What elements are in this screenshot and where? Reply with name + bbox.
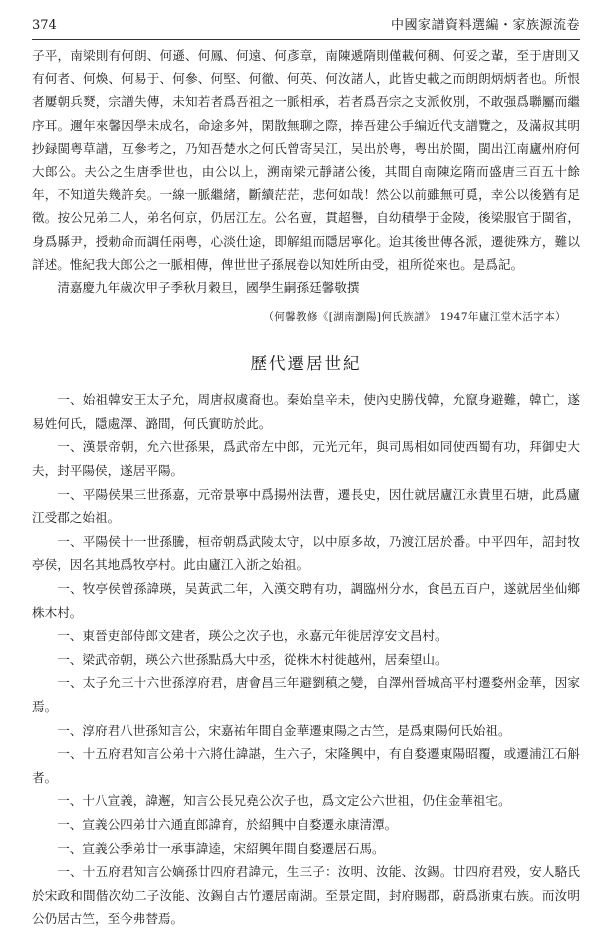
entry-paragraph: 一、十五府君知言公嫡孫廿四府君諱元，生三子：汝明、汝能、汝錫。廿四府君殁，安人駱氏於宋政和間偕次幼二子汝能、汝錫自古竹遷居南湖。至景定間，封府賜郡，蔚爲浙東右族。而汝明公仍居古竺，至今弗替焉。: [32, 864, 580, 927]
entry-paragraph: 一、十八宣義，諱邂，知言公長兄堯公次子也，爲文定公六世祖，仍住金華祖宅。: [57, 793, 511, 809]
entry-paragraph: 一、宣義公季弟廿一承事諱逵，宋紹興年間自婺遷居石馬。: [57, 840, 385, 856]
entry-paragraph: 一、十五府君知言公弟十六將仕諱諶，生六子，宋隆興中，有自婺遷東陽昭覆，或遷浦江石斛者。: [32, 746, 580, 785]
running-header: [32, 14, 580, 40]
entry-paragraph: 一、漢景帝朝，允六世孫果，爲武帝左中郎，元光元年，與司馬相如同使西蜀有功，拜御史大夫，封平陽侯，遂居平陽。: [32, 439, 580, 479]
preface-paragraph: 子平，南梁則有何朗、何遜、何鳳、何遠、何彥章，南陳遞隋則僅載何稠、何妥之輩，至于唐則又有何者、何煥、何易于、何參、何堅、何徹、何英、何汝諸人，此皆史載之而朗朗炳炳者也。所恨者屢朝兵燹，宗譜失傳，未知若者爲吾祖之一脈相承，若者爲吾宗之支派攸別，不敢强爲聯屬而繼序耳。邇年來馨因學未成名，命途多舛，閑散無聊之際，捧吾建公手编近代支譜覽之，及滿叔其明抄録閩粤草譜，互參考之，乃知吾楚水之何氏曾寄吴江，吴出於粤，粤出於閩，閩出江南廬州府何大郎公。夫公之生唐季世也，由公以上，溯南梁元靜諸公後，其間自南陳迄隋而盛唐三百五十餘年，不知道失幾許矣。一線一脈繼緒，斷續茫茫，悲何如哉！然公以前雖無可覓，幸公以後猶有足徵。按公兄弟二人，弟名何京，仍居江左。公名亶，貫超譽，自幼積學于金陵，後梁服官于閩省，身爲縣尹，授勅命而調任兩粤，心淡仕途，即解組而隱居寧化。迨其後世傳各派，遷徙殊方，難以詳述。惟紀我大郎公之一脈相傳，俾世世子孫展卷以知姓所由受，祖所從來也。是爲記。: [32, 48, 580, 272]
page-number: 374: [32, 18, 57, 33]
book-title: 中國家譜資料選編・家族源流卷: [390, 18, 580, 33]
entry-paragraph: 一、梁武帝朝，瑛公六世孫點爲大中丞，從株木村徙越州，居秦望山。: [57, 651, 448, 667]
entry-paragraph: 一、淳府君八世孫知言公，宋嘉祐年間自金華遷東陽之古竺，是爲東陽何氏始祖。: [57, 722, 511, 738]
entry-paragraph: 一、平陽侯十一世孫騰，桓帝朝爲武陵太守，以中原多故，乃渡江居於番。中平四年，詔封牧亭侯，因名其地爲牧亭村。此由廬江入浙之始祖。: [32, 533, 580, 573]
source-citation: （何馨教修《[湖南瀏陽]何氏族譜》 1947年廬江堂木活字本）: [263, 311, 566, 324]
entry-paragraph: 一、始祖韓安王太子允，周唐叔虞裔也。秦始皇辛未，使內史勝伐韓，允竄身避難，韓亡，遂易姓何氏，隱處澤、潞間，何氏實昉於此。: [32, 392, 580, 431]
entry-paragraph: 一、牧亭侯曾孫諱瑛，吴黃武二年，入漢交聘有功，調臨州分水，食邑五百户，遂就居坐仙鄉株木村。: [32, 580, 580, 620]
preface-signoff: 清嘉慶九年歲次甲子季秋月穀旦，國學生嗣孫廷馨敬撰: [57, 280, 360, 296]
entry-paragraph: 一、宣義公四弟廿六通直郎諱育，於紹興中自婺遷永康清潭。: [57, 816, 398, 832]
entry-paragraph: 一、平陽侯果三世孫嘉，元帝景寧中爲揚州法曹，遷長史，因仕就居廬江永貴里石塘，此爲廬江受郡之始祖。: [32, 486, 580, 526]
entry-paragraph: 一、東晉吏部侍郎文建者，瑛公之次子也，永嘉元年徙居淳安文昌村。: [57, 628, 448, 644]
migration-entries: [32, 388, 580, 931]
entry-paragraph: 一、太子允三十六世孫淳府君，唐會昌三年避劉稹之變，自澤州晉城高平村遷婺州金華，因家焉。: [32, 675, 580, 714]
section-title: 歷代遷居世紀: [250, 354, 362, 374]
